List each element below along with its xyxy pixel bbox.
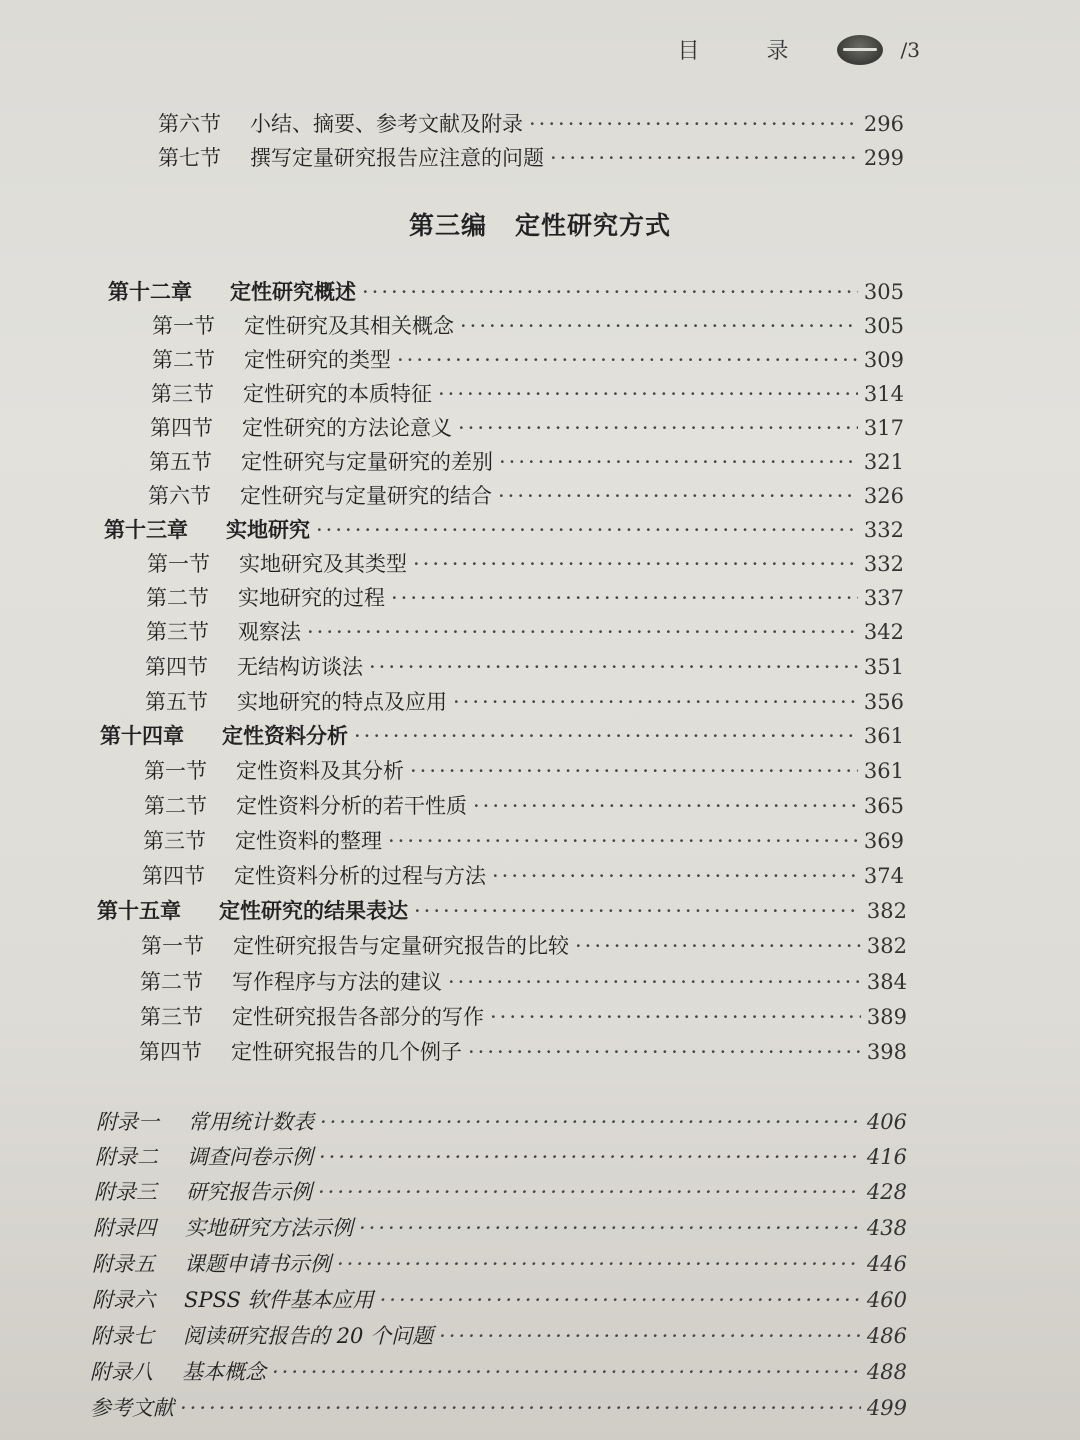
toc-entry[interactable] [139,1036,907,1066]
toc-entry[interactable] [151,378,904,408]
toc-entry[interactable] [158,142,904,172]
entry-title: 实地研究的过程 [238,586,385,610]
entry-page: 309 [863,348,904,372]
leader-dots [391,586,858,610]
appendix-title: 实地研究方法示例 [185,1216,353,1240]
chapter-label: 第十四章 [100,724,184,748]
chapter-title: 定性资料分析 [222,724,348,748]
leader-dots [320,1110,861,1134]
appendix-entry[interactable] [94,1176,907,1206]
appendix-label: 附录四 [93,1216,156,1240]
appendix-title: 常用统计数表 [188,1110,314,1134]
references-title: 参考文献 [90,1396,174,1420]
leader-dots [529,112,858,136]
toc-entry[interactable] [152,310,904,340]
leader-dots [499,450,858,474]
entry-page: 389 [866,1005,907,1029]
appendix-label: 附录五 [92,1252,155,1276]
entry-page: 365 [863,794,904,818]
chapter-page: 332 [863,518,904,542]
entry-page: 332 [863,552,904,576]
entry-title: 定性研究的本质特征 [243,382,432,406]
leader-dots [460,314,858,338]
entry-label: 第二节 [152,348,215,372]
entry-label: 第四节 [139,1040,202,1064]
leader-dots [438,382,858,406]
entry-label: 第一节 [147,552,210,576]
entry-page: 296 [863,112,904,136]
references-entry[interactable] [90,1392,907,1422]
entry-label: 第一节 [141,934,204,958]
publisher-logo-icon [837,35,883,65]
entry-title: 实地研究的特点及应用 [237,690,447,714]
entry-title: 定性资料的整理 [235,829,382,853]
entry-title: 撰写定量研究报告应注意的问题 [250,146,544,170]
entry-title: 定性资料分析的过程与方法 [234,864,486,888]
entry-title: 定性资料分析的若干性质 [236,794,467,818]
leader-dots [414,899,861,923]
entry-page: 374 [863,864,904,888]
leader-dots [319,1145,861,1169]
toc-entry[interactable] [144,755,904,785]
entry-title: 观察法 [238,620,301,644]
appendix-page: 488 [866,1360,907,1384]
chapter-label: 第十三章 [104,518,188,542]
leader-dots [453,690,858,714]
appendix-title: 基本概念 [182,1360,266,1384]
toc-entry[interactable] [152,344,904,374]
appendix-title: 课题申请书示例 [184,1252,331,1276]
appendix-entry[interactable] [91,1320,907,1350]
entry-page: 321 [863,450,904,474]
toc-entry[interactable] [149,446,904,476]
appendix-label: 附录六 [92,1288,155,1312]
chapter-title: 定性研究的结果表达 [219,899,408,923]
entry-page: 398 [866,1040,907,1064]
entry-label: 第四节 [142,864,205,888]
entry-title: 定性研究报告各部分的写作 [232,1005,484,1029]
leader-dots [468,1040,861,1064]
appendix-page: 406 [866,1110,907,1134]
entry-title: 定性研究及其相关概念 [244,314,454,338]
leader-dots [180,1396,861,1420]
appendix-page: 446 [866,1252,907,1276]
toc-entry[interactable] [141,930,907,960]
chapter-page: 305 [863,280,904,304]
toc-entry[interactable] [144,790,904,820]
appendix-entry[interactable] [95,1141,907,1171]
entry-label: 第三节 [140,1005,203,1029]
entry-title: 定性研究与定量研究的结合 [240,484,492,508]
leader-dots [473,794,858,818]
header-title: 目 录 [677,39,819,64]
toc-entry[interactable] [143,825,904,855]
leader-dots [492,864,858,888]
entry-label: 第六节 [158,112,221,136]
toc-entry[interactable] [140,1001,907,1031]
entry-title: 写作程序与方法的建议 [232,970,442,994]
toc-entry[interactable] [158,108,904,138]
leader-dots [498,484,858,508]
part-label: 第三编 [408,211,487,240]
appendix-title: SPSS 软件基本应用 [184,1288,374,1312]
leader-dots [369,655,858,679]
appendix-entry[interactable] [92,1284,907,1314]
leader-dots [550,146,858,170]
appendix-entry[interactable] [96,1106,907,1136]
leader-dots [448,970,861,994]
appendix-page: 416 [866,1145,907,1169]
entry-label: 第六节 [148,484,211,508]
running-header [678,34,920,65]
entry-label: 第二节 [146,586,209,610]
appendix-label: 附录七 [91,1324,154,1348]
leader-dots [380,1288,861,1312]
entry-label: 第四节 [145,655,208,679]
leader-dots [362,280,858,304]
chapter-entry[interactable] [97,895,907,925]
entry-label: 第五节 [149,450,212,474]
toc-entry[interactable] [145,686,904,716]
appendix-title: 调查问卷示例 [187,1145,313,1169]
entry-label: 第五节 [145,690,208,714]
leader-dots [575,934,861,958]
toc-entry[interactable] [148,480,904,510]
entry-label: 第一节 [144,759,207,783]
entry-label: 第三节 [146,620,209,644]
leader-dots [337,1252,861,1276]
appendix-page: 486 [866,1324,907,1348]
entry-page: 326 [863,484,904,508]
leader-dots [318,1180,861,1204]
entry-title: 定性研究与定量研究的差别 [241,450,493,474]
appendix-page: 460 [866,1288,907,1312]
leader-dots [458,416,858,440]
toc-entry[interactable] [146,616,904,646]
entry-page: 337 [863,586,904,610]
leader-dots [359,1216,861,1240]
entry-page: 305 [863,314,904,338]
entry-title: 实地研究及其类型 [239,552,407,576]
leader-dots [316,518,858,542]
entry-page: 361 [863,759,904,783]
leader-dots [490,1005,861,1029]
entry-title: 无结构访谈法 [237,655,363,679]
entry-title: 定性研究报告的几个例子 [231,1040,462,1064]
chapter-title: 定性研究概述 [230,280,356,304]
appendix-label: 附录二 [95,1145,158,1169]
toc-entry[interactable] [145,651,904,681]
leader-dots [307,620,858,644]
entry-page: 356 [863,690,904,714]
entry-page: 382 [866,934,907,958]
chapter-title: 实地研究 [226,518,310,542]
leader-dots [354,724,858,748]
entry-page: 299 [863,146,904,170]
appendix-page: 428 [866,1180,907,1204]
appendix-title: 研究报告示例 [186,1180,312,1204]
entry-label: 第三节 [151,382,214,406]
entry-label: 第七节 [158,146,221,170]
entry-title: 定性研究的方法论意义 [242,416,452,440]
toc-entry[interactable] [140,966,907,996]
leader-dots [388,829,858,853]
leader-dots [272,1360,861,1384]
entry-label: 第二节 [140,970,203,994]
chapter-entry[interactable] [108,276,904,306]
appendix-label: 附录三 [94,1180,157,1204]
references-page: 499 [866,1396,907,1420]
entry-page: 314 [863,382,904,406]
chapter-label: 第十五章 [97,899,181,923]
entry-title: 定性研究的类型 [244,348,391,372]
leader-dots [413,552,858,576]
entry-label: 第二节 [144,794,207,818]
toc-entry[interactable] [150,412,904,442]
header-page-number: /3 [900,37,920,62]
leader-dots [439,1324,861,1348]
entry-page: 317 [863,416,904,440]
chapter-entry[interactable] [104,514,904,544]
entry-title: 定性研究报告与定量研究报告的比较 [233,934,569,958]
entry-label: 第四节 [150,416,213,440]
part-heading [0,206,1080,242]
appendix-title: 阅读研究报告的 20 个问题 [183,1324,434,1348]
toc-entry[interactable] [146,582,904,612]
chapter-label: 第十二章 [108,280,192,304]
appendix-entry[interactable] [90,1356,907,1386]
appendix-entry[interactable] [93,1212,907,1242]
chapter-page: 382 [866,899,907,923]
entry-label: 第三节 [143,829,206,853]
appendix-label: 附录一 [96,1110,159,1134]
entry-page: 342 [863,620,904,644]
entry-title: 定性资料及其分析 [236,759,404,783]
part-name: 定性研究方式 [515,211,672,240]
chapter-page: 361 [863,724,904,748]
leader-dots [397,348,858,372]
leader-dots [410,759,858,783]
appendix-entry[interactable] [92,1248,907,1278]
chapter-entry[interactable] [100,720,904,750]
entry-page: 351 [863,655,904,679]
entry-label: 第一节 [152,314,215,338]
entry-page: 384 [866,970,907,994]
appendix-label: 附录八 [90,1360,153,1384]
appendix-page: 438 [866,1216,907,1240]
toc-entry[interactable] [142,860,904,890]
toc-entry[interactable] [147,548,904,578]
entry-title: 小结、摘要、参考文献及附录 [250,112,523,136]
entry-page: 369 [863,829,904,853]
